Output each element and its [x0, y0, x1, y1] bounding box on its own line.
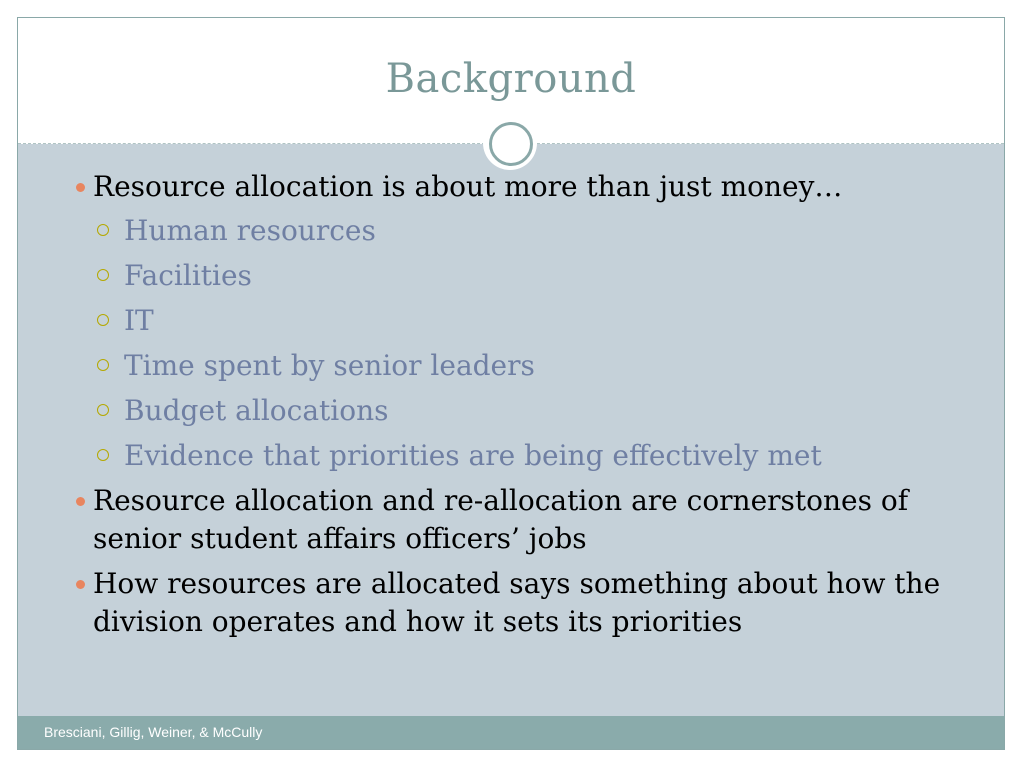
hollow-circle-bullet-icon	[97, 449, 109, 461]
bullet-item	[93, 565, 973, 641]
sub-bullet-item	[124, 302, 964, 340]
sub-bullet-text: Budget allocations	[124, 394, 389, 427]
sub-bullet-item	[124, 437, 964, 475]
bullet-dot-icon	[76, 580, 85, 589]
slide-title: Background	[385, 56, 637, 102]
bullet-dot-icon	[76, 497, 85, 506]
bullet-item	[93, 482, 973, 558]
hollow-circle-bullet-icon	[97, 314, 109, 326]
sub-bullet-text: Facilities	[124, 259, 252, 292]
hollow-circle-bullet-icon	[97, 404, 109, 416]
circle-ornament-icon	[483, 116, 537, 170]
hollow-circle-bullet-icon	[97, 269, 109, 281]
bullet-text: How resources are allocated says something about how the division operates and how it sets its priorities	[93, 567, 941, 638]
sub-bullet-text: IT	[124, 304, 154, 337]
footer-bar	[18, 716, 1004, 749]
bullet-text: Resource allocation is about more than just money…	[93, 170, 843, 203]
sub-bullet-item	[124, 212, 964, 250]
sub-bullet-text: Human resources	[124, 214, 376, 247]
bullet-dot-icon	[76, 183, 85, 192]
sub-bullet-text: Time spent by senior leaders	[124, 349, 535, 382]
hollow-circle-bullet-icon	[97, 224, 109, 236]
ring-icon	[489, 122, 533, 166]
sub-bullet-item	[124, 257, 964, 295]
sub-bullet-item	[124, 347, 964, 385]
sub-bullet-item	[124, 392, 964, 430]
sub-bullet-text: Evidence that priorities are being effectively met	[124, 439, 822, 472]
content-area	[18, 144, 1004, 716]
slide	[17, 17, 1005, 750]
bullet-item	[93, 168, 973, 206]
footer-authors: Bresciani, Gillig, Weiner, & McCully	[44, 724, 263, 740]
hollow-circle-bullet-icon	[97, 359, 109, 371]
bullet-text: Resource allocation and re-allocation are cornerstones of senior student affairs officers’ jobs	[93, 484, 909, 555]
